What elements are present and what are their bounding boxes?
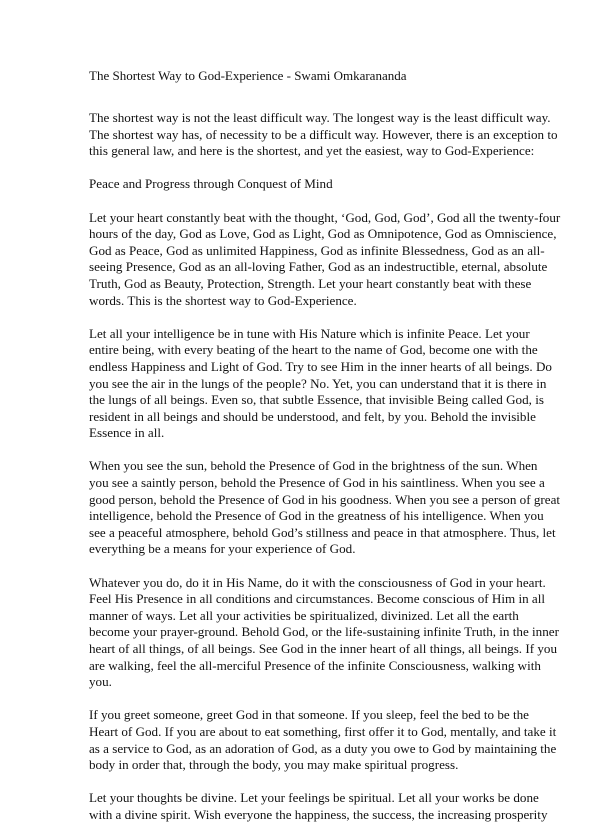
text-line: become your prayer-ground. Behold God, or the life-sustaining infinite Truth, in the inner (89, 624, 559, 640)
text-line: endless Happiness and Light of God. Try to see Him in the inner hearts of all beings. Do (89, 358, 552, 374)
text-line: as a service to God, as an adoration of God, as a duty you owe to God by maintaining the (89, 740, 557, 756)
text-line: Feel His Presence in all conditions and circumstances. Become conscious of Him in all (89, 591, 545, 607)
paragraph-1 (89, 209, 561, 310)
intro-paragraph (89, 110, 558, 160)
paragraph-5 (89, 707, 557, 773)
text-line: you see the air in the lungs of the people? No. Yet, you can understand that it is there in (89, 375, 547, 391)
text-line: this general law, and here is the shortest, and yet the easiest, way to God-Experience: (89, 143, 535, 159)
text-line: words. This is the shortest way to God-Experience. (89, 292, 357, 308)
text-line: When you see the sun, behold the Presence of God in the brightness of the sun. When (89, 458, 538, 474)
text-line: Essence in all. (89, 425, 165, 441)
text-line: seeing Presence, God as an all-loving Father, God as an indestructible, eternal, absolute (89, 259, 548, 275)
text-line: manner of ways. Let all your activities be spiritualized, divinized. Let all the earth (89, 607, 519, 623)
text-line: body in order that, through the body, you may make spiritual progress. (89, 757, 459, 773)
paragraph-4 (89, 574, 559, 691)
paragraph-2 (89, 325, 552, 442)
text-line: The shortest way has, of necessity to be a difficult way. However, there is an exception to (89, 126, 558, 142)
paragraph-6 (89, 790, 548, 823)
document-title: The Shortest Way to God-Experience - Swami Omkarananda (89, 68, 407, 83)
text-line: The shortest way is not the least difficult way. The longest way is the least difficult way. (89, 110, 551, 125)
paragraph-3 (89, 458, 561, 558)
text-line: you. (89, 674, 112, 690)
text-line: Truth, God as Beauty, Protection, Strength. Let your heart constantly beat with these (89, 275, 532, 291)
text-line: are walking, feel the all-merciful Presence of the infinite Consciousness, walking with (89, 657, 541, 673)
text-line: hours of the day, God as Love, God as Light, God as Omnipotence, God as Omniscience, (89, 226, 557, 242)
text-line: Let your thoughts be divine. Let your feelings be spiritual. Let all your works be done (89, 790, 539, 806)
text-line: Let all your intelligence be in tune with His Nature which is infinite Peace. Let your (89, 325, 530, 341)
text-line: If you greet someone, greet God in that someone. If you sleep, feel the bed to be the (89, 707, 529, 723)
text-line: Let your heart constantly beat with the thought, ‘God, God, God’, God all the twenty-four (89, 209, 561, 225)
text-line: intelligence, behold the Presence of God in the greatness of his intelligence. When you (89, 508, 544, 524)
text-line: the lungs of all beings. Even so, that subtle Essence, that invisible Being called God, is (89, 392, 544, 408)
section-heading: Peace and Progress through Conquest of Mind (89, 176, 333, 192)
text-line: with a divine spirit. Wish everyone the happiness, the success, the increasing prosperity (89, 806, 548, 822)
text-line: you see a saintly person, behold the Presence of God in his saintliness. When you see a (89, 475, 545, 491)
text-line: entire being, with every beating of the heart to the name of God, become one with the (89, 342, 538, 358)
text-line: resident in all beings and should be understood, and felt, by you. Behold the invisible (89, 408, 536, 424)
text-line: heart of all things, of all beings. See God in the inner heart of all things, all beings. If you (89, 641, 557, 656)
text-line: good person, behold the Presence of God in his goodness. When you see a person of great (89, 491, 561, 507)
text-line: see a peaceful atmosphere, behold God’s stillness and peace in that atmosphere. Thus, let (89, 524, 556, 540)
text-line: everything be a means for your experience of God. (89, 541, 356, 557)
document-body (89, 110, 561, 840)
text-line: Whatever you do, do it in His Name, do it with the consciousness of God in your heart. (89, 574, 546, 590)
text-line: Heart of God. If you are about to eat something, first offer it to God, mentally, and take it (89, 723, 557, 739)
text-line: God as Peace, God as unlimited Happiness, God as infinite Blessedness, God as an all- (89, 242, 545, 258)
